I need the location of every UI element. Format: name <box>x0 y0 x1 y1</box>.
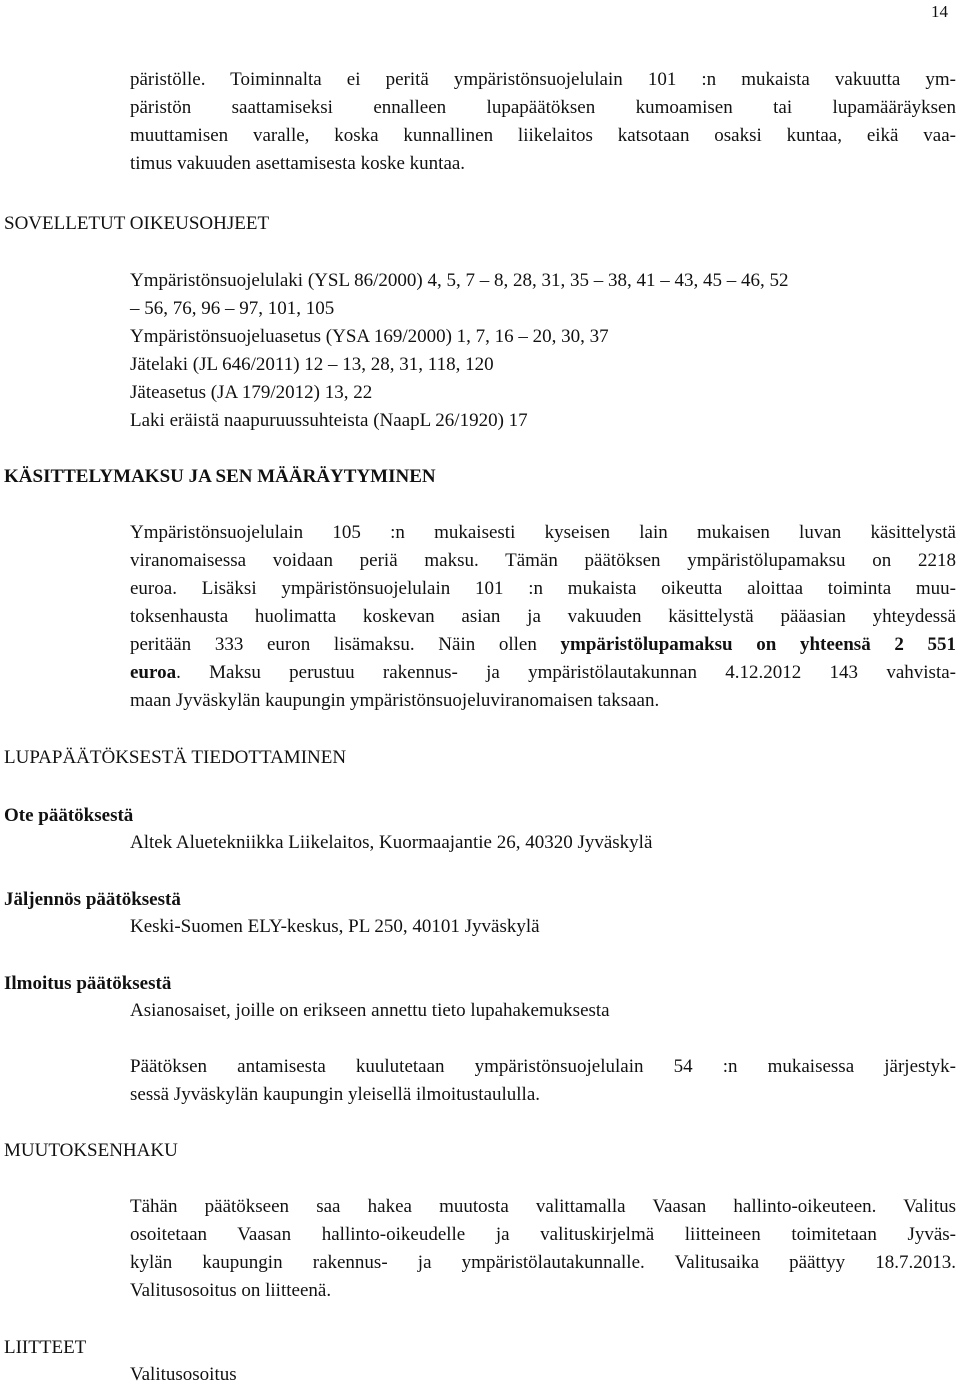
text-line: Laki eräistä naapuruussuhteista (NaapL 26/1920) 17 <box>130 410 528 431</box>
text-line: osoitetaan Vaasan hallinto-oikeudelle ja valituskirjelmä liitteineen toimitetaan Jyväs- <box>130 1224 956 1245</box>
jaljennos-value: Keski-Suomen ELY-keskus, PL 250, 40101 Jyväskylä <box>130 916 540 937</box>
ote-value: Altek Aluetekniikka Liikelaitos, Kuormaajantie 26, 40320 Jyväskylä <box>130 832 653 853</box>
text-line <box>130 659 956 687</box>
section-heading-kasittelymaksu: KÄSITTELYMAKSU JA SEN MÄÄRÄYTYMINEN <box>4 466 436 487</box>
text-line: euroa. Lisäksi ympäristönsuojelulain 101 :n mukaista oikeutta aloittaa toiminta muu- <box>130 578 956 599</box>
ilmoitus-label: Ilmoitus päätöksestä <box>4 973 172 994</box>
page-number: 14 <box>931 2 948 21</box>
ote-label: Ote päätöksestä <box>4 805 134 826</box>
fee-total-bold: ympäristölupamaksu on yhteensä 2 551 <box>560 634 956 655</box>
text-line: viranomaisessa voidaan periä maksu. Tämän päätöksen ympäristölupamaksu on 2218 <box>130 550 956 571</box>
text-line: Ympäristönsuojelulain 105 :n mukaisesti kyseisen lain mukaisen luvan käsittelystä <box>130 522 956 543</box>
fee-total-bold-end: euroa <box>130 662 177 683</box>
text-line: Päätöksen antamisesta kuulutetaan ympäristönsuojelulain 54 :n mukaisessa järjestyk- <box>130 1056 956 1077</box>
text-line: Ympäristönsuojelulaki (YSL 86/2000) 4, 5, 7 – 8, 28, 31, 35 – 38, 41 – 43, 45 – 46, 52 <box>130 270 789 291</box>
text-line: toksenhausta huolimatta koskevan asian ja vakuuden käsittelystä pääasian yhteydessä <box>130 606 956 627</box>
text-line: Jäteasetus (JA 179/2012) 13, 22 <box>130 382 373 403</box>
text-line: päristölle. Toiminnalta ei peritä ympäristönsuojelulain 101 :n mukaista vakuutta ym- <box>130 69 956 90</box>
section-heading-tiedottaminen: LUPAPÄÄTÖKSESTÄ TIEDOTTAMINEN <box>4 747 347 768</box>
text-line: muuttamisen varalle, koska kunnallinen liikelaitos katsotaan osaksi kuntaa, eikä vaa- <box>130 125 956 146</box>
text-line: sessä Jyväskylän kaupungin yleisellä ilmoitustaululla. <box>130 1084 541 1105</box>
jaljennos-label: Jäljennös päätöksestä <box>4 889 181 910</box>
section-heading-muutoksenhaku: MUUTOKSENHAKU <box>4 1140 178 1161</box>
section-heading-sovelletut: SOVELLETUT OIKEUSOHJEET <box>4 213 270 234</box>
text-line: – 56, 76, 96 – 97, 101, 105 <box>130 298 335 319</box>
section-heading-liitteet: LIITTEET <box>4 1337 87 1358</box>
text-span: . Maksu perustuu rakennus- ja ympäristölautakunnan 4.12.2012 143 vahvista- <box>176 662 956 683</box>
text-span: peritään 333 euron lisämaksu. Näin ollen <box>130 634 561 655</box>
text-line <box>130 631 956 659</box>
text-line: Ympäristönsuojeluasetus (YSA 169/2000) 1, 7, 16 – 20, 30, 37 <box>130 326 609 347</box>
ilmoitus-value: Asianosaiset, joille on erikseen annettu tieto lupahakemuksesta <box>130 1000 610 1021</box>
text-line: Valitusosoitus on liitteenä. <box>130 1280 332 1301</box>
text-line: päristön saattamiseksi ennalleen lupapäätöksen kumoamisen tai lupamääräyksen <box>130 97 956 118</box>
text-line: Jätelaki (JL 646/2011) 12 – 13, 28, 31, 118, 120 <box>130 354 494 375</box>
attachment-item: Valitusosoitus <box>130 1364 237 1385</box>
text-line: timus vakuuden asettamisesta koske kuntaa. <box>130 153 466 174</box>
text-line: maan Jyväskylän kaupungin ympäristönsuojeluviranomaisen taksaan. <box>130 690 660 711</box>
text-line: Tähän päätökseen saa hakea muutosta valittamalla Vaasan hallinto-oikeuteen. Valitus <box>130 1196 956 1217</box>
text-line: kylän kaupungin rakennus- ja ympäristölautakunnalle. Valitusaika päättyy 18.7.2013. <box>130 1252 956 1273</box>
